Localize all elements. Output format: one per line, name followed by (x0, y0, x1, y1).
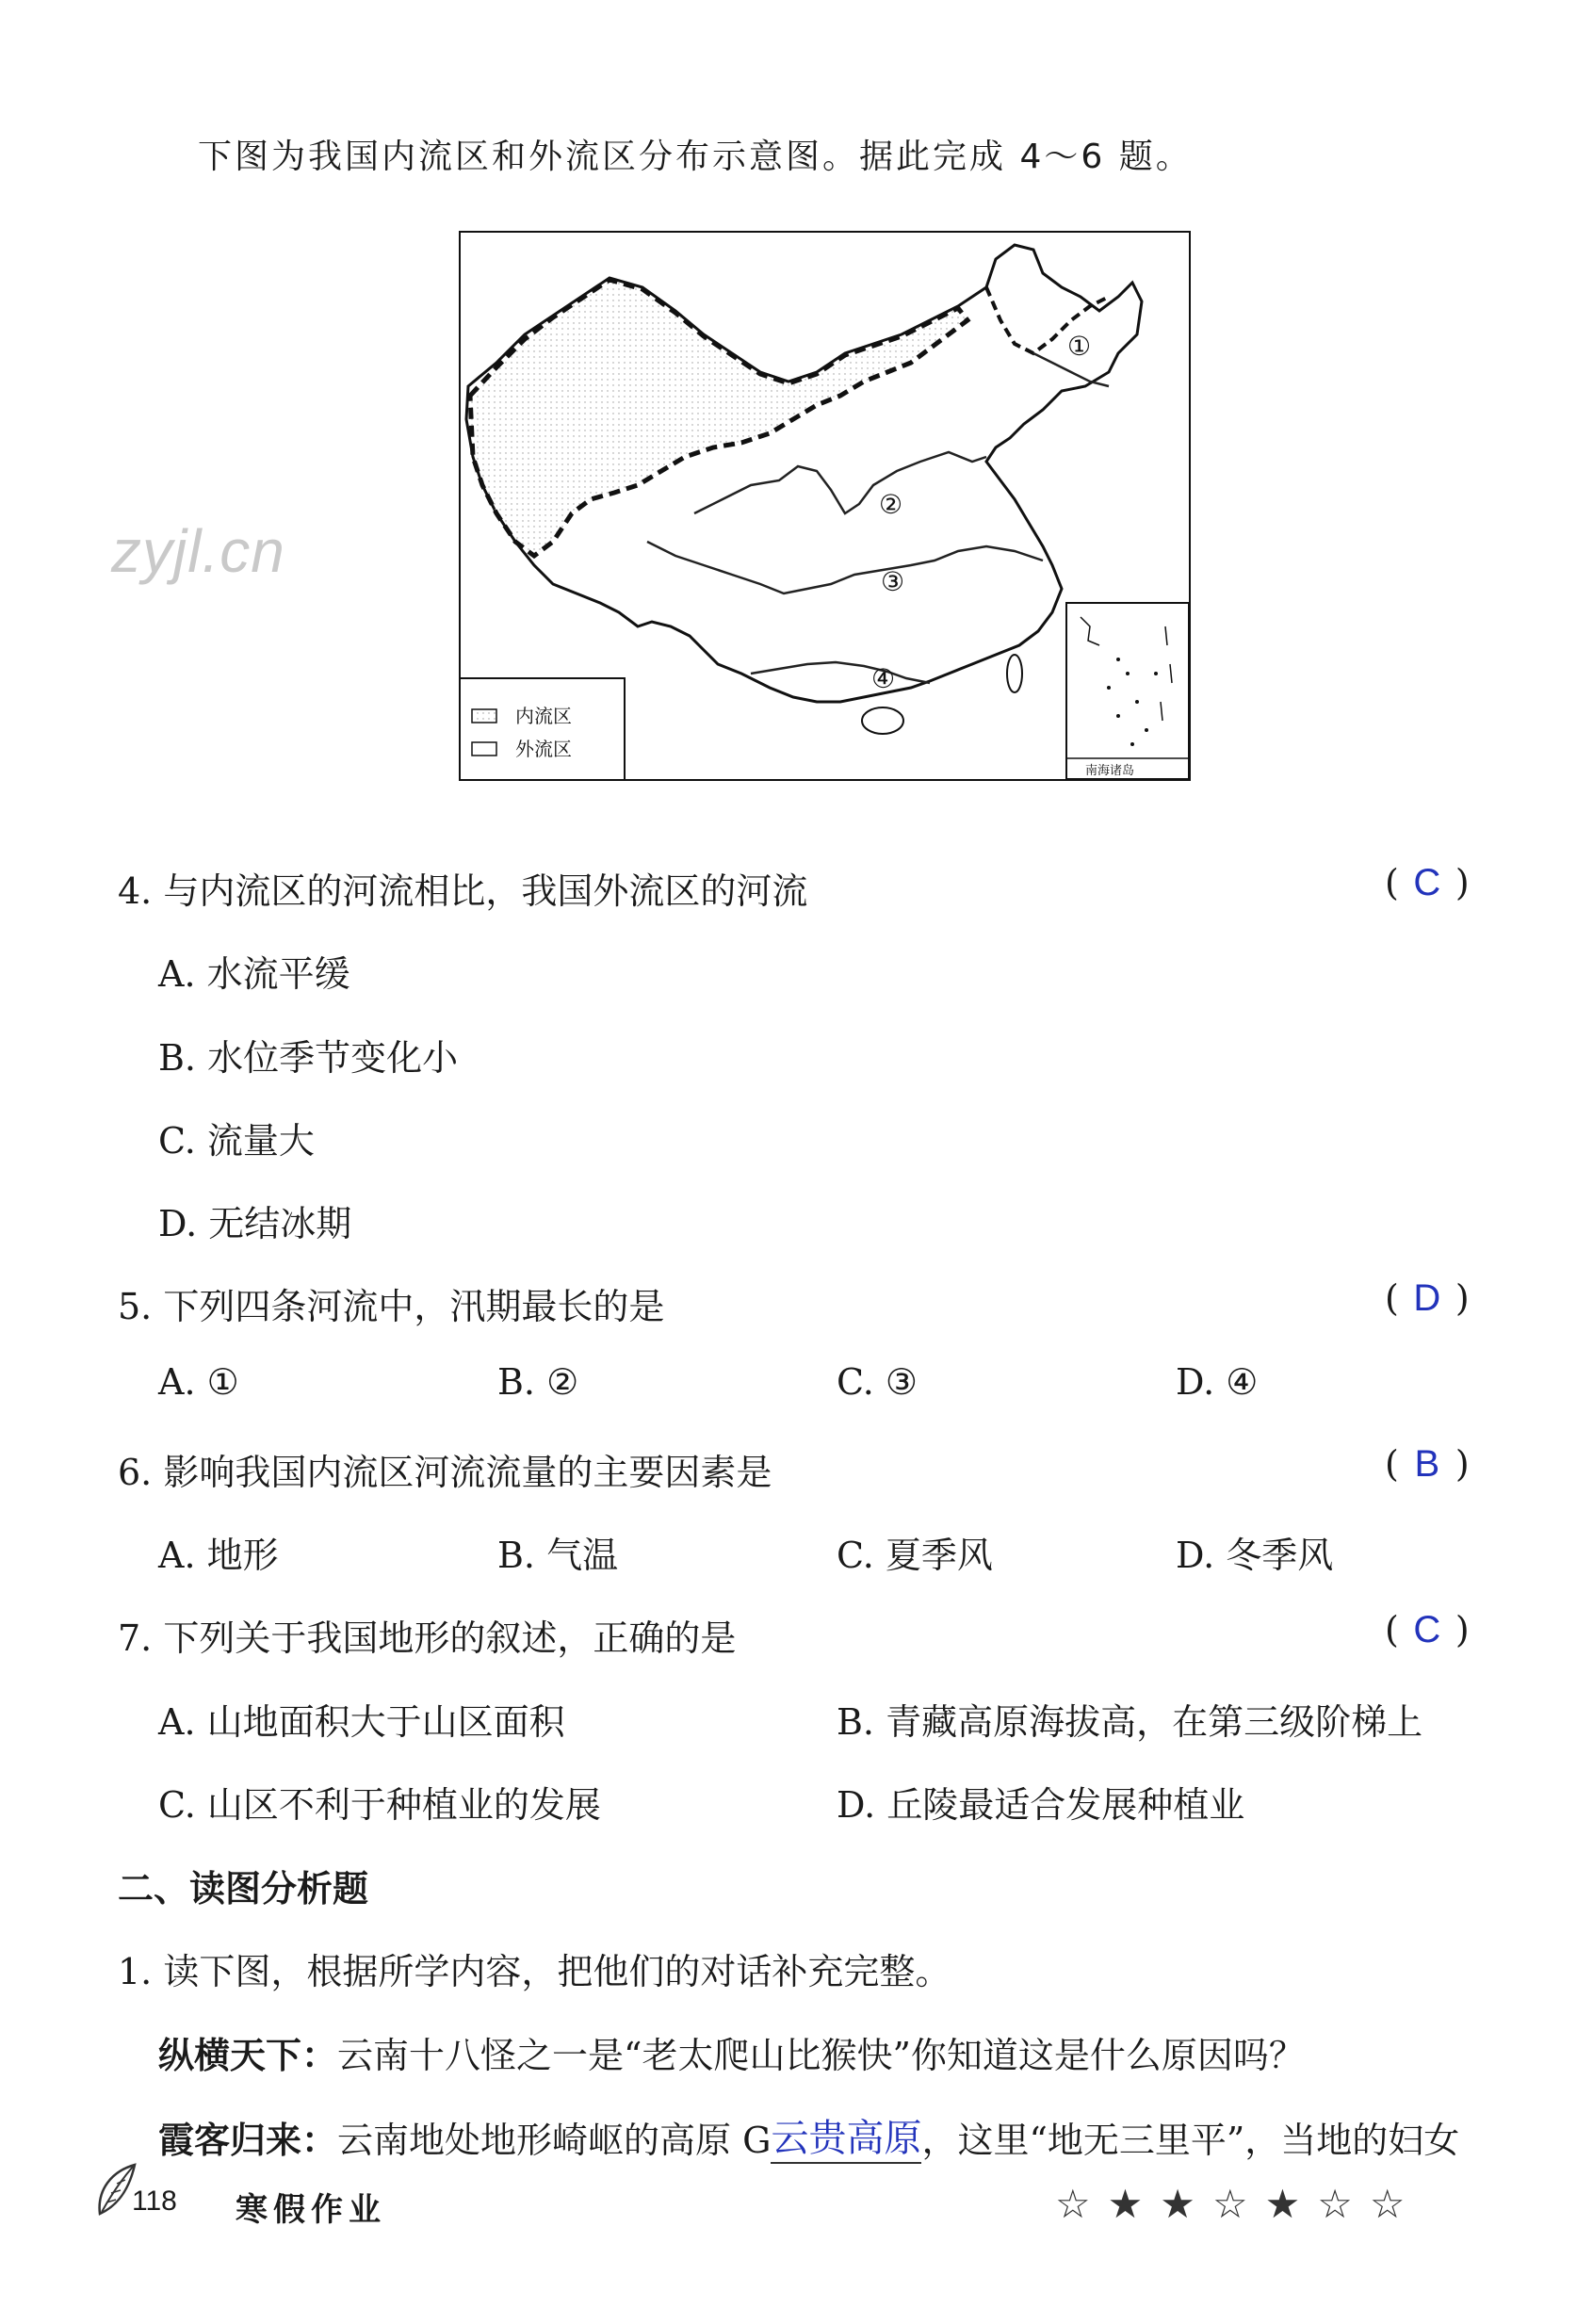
q4-stem: 4. 与内流区的河流相比，我国外流区的河流 (118, 870, 808, 912)
q4-answer-bracket: ( C ) (1385, 862, 1470, 903)
q4-option-c: C. 流量大 (158, 1120, 315, 1162)
page-number: 118 (132, 2186, 177, 2217)
legend-outer-label: 外流区 (515, 738, 572, 760)
q7-option-c: C. 山区不利于种植业的发展 (158, 1784, 601, 1826)
dialog-2-text-after: ，这里“地无三里平”，当地的妇女 (921, 2120, 1460, 2161)
section-heading: 二、读图分析题 (118, 1868, 369, 1910)
q6-option-a: A. 地形 (158, 1535, 279, 1576)
q4-answer: C (1413, 862, 1441, 903)
q5-option-a: A. ① (158, 1361, 239, 1403)
q5-answer: D (1413, 1277, 1441, 1319)
q6-option-b: B. 气温 (497, 1535, 619, 1576)
legend-inner-label: 内流区 (515, 705, 572, 727)
legend-inner-swatch (472, 709, 496, 723)
dialog-1-text: 云南十八怪之一是“老太爬山比猴快”你知道这是什么原因吗？ (337, 2035, 1305, 2076)
s2-q1-stem: 1. 读下图，根据所学内容，把他们的对话补充完整。 (118, 1951, 951, 1992)
marker-1: ① (1067, 331, 1092, 362)
q6-answer: B (1414, 1443, 1440, 1485)
intro-text: 下图为我国内流区和外流区分布示意图。据此完成 4～6 题。 (198, 138, 1193, 176)
marker-3: ③ (881, 566, 905, 597)
q6-option-c: C. 夏季风 (837, 1535, 993, 1576)
q7-answer: C (1413, 1609, 1441, 1650)
dialog-line-1 (158, 2026, 1305, 2078)
speaker-2: 霞客归来： (158, 2120, 338, 2161)
q6-stem: 6. 影响我国内流区河流流量的主要因素是 (118, 1452, 772, 1493)
inset-label: 南海诸岛 (1085, 764, 1135, 778)
footer-title: 寒假作业 (236, 2191, 386, 2229)
china-drainage-map (459, 231, 1191, 781)
q5-option-d: D. ④ (1176, 1361, 1259, 1403)
answer-blank[interactable] (771, 2108, 921, 2164)
q7-option-a: A. 山地面积大于山区面积 (158, 1701, 565, 1743)
q7-answer-bracket: ( C ) (1385, 1609, 1470, 1650)
handwritten-answer: 云贵高原 (771, 2117, 922, 2160)
marker-4: ④ (871, 663, 896, 694)
legend-outer-swatch (472, 742, 496, 756)
taiwan-island (1007, 655, 1022, 692)
q5-stem: 5. 下列四条河流中，汛期最长的是 (118, 1286, 665, 1327)
q6-answer-bracket: ( B ) (1385, 1443, 1470, 1485)
q4-option-d: D. 无结冰期 (158, 1203, 352, 1244)
q5-answer-bracket: ( D ) (1385, 1277, 1470, 1319)
map-svg (459, 231, 1191, 781)
legend-box (460, 678, 625, 780)
inset-box (1066, 603, 1189, 779)
q7-option-d: D. 丘陵最适合发展种植业 (837, 1784, 1245, 1826)
dialog-line-2 (158, 2110, 1459, 2166)
q7-stem: 7. 下列关于我国地形的叙述，正确的是 (118, 1617, 737, 1659)
watermark: zyjl.cn (111, 517, 285, 585)
q7-option-b: B. 青藏高原海拔高，在第三级阶梯上 (837, 1701, 1423, 1743)
speaker-1: 纵横天下： (158, 2035, 338, 2076)
q4-option-a: A. 水流平缓 (158, 953, 350, 995)
q5-option-c: C. ③ (837, 1361, 918, 1403)
q4-option-b: B. 水位季节变化小 (158, 1037, 459, 1079)
q5-option-b: B. ② (497, 1361, 579, 1403)
hainan-island (862, 707, 903, 734)
rating-stars: ☆★★☆★☆☆ (1055, 2181, 1422, 2227)
marker-2: ② (879, 489, 903, 520)
q6-option-d: D. 冬季风 (1176, 1535, 1334, 1576)
dialog-2-text-before: 云南地处地形崎岖的高原 G (337, 2120, 772, 2161)
